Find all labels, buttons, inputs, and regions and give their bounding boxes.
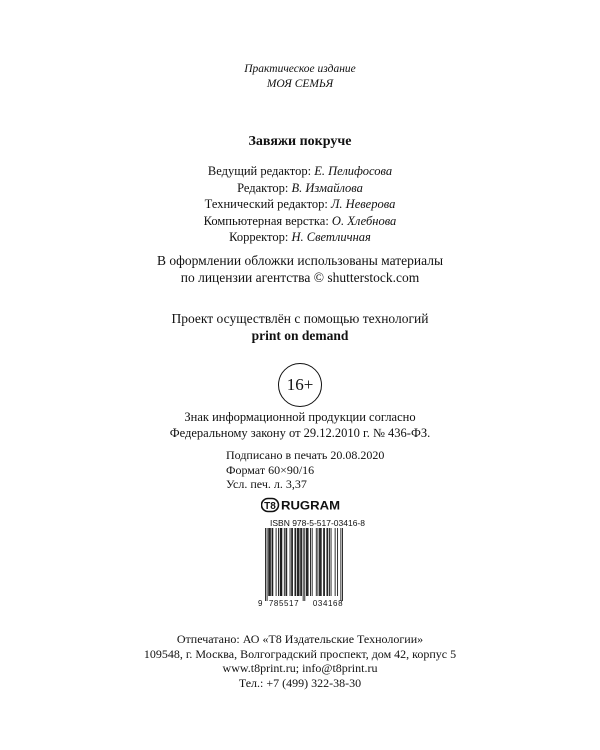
barcode-bar [270,528,271,596]
barcode-bar [335,528,336,596]
signed-date: Подписано в печать 20.08.2020 [226,448,385,462]
barcode-bar [308,528,309,596]
barcode-bar [317,528,318,596]
barcode-bar [303,528,304,601]
printed-sheets: Усл. печ. л. 3,37 [226,477,307,491]
credit-name: Е. Пелифосова [314,164,393,178]
credit-role: Компьютерная верстка: [203,213,329,228]
printer-phone: Тел.: +7 (499) 322-38-30 [238,675,362,690]
barcode-bar [290,528,291,596]
law-line: Федеральному закону от 29.12.2010 г. № 436-ФЗ. [169,425,431,440]
license-note [0,252,600,286]
credit-role: Технический редактор: [204,197,328,211]
barcode-bar [286,528,287,596]
svg-text:T8: T8 [264,501,276,512]
barcode-bar [331,528,332,596]
credit-name: В. Измайлова [291,180,363,195]
barcode-bar [295,528,296,596]
series-block [0,62,600,92]
barcode-bar [324,528,325,596]
barcode-bar [312,528,313,596]
barcode-bar [295,528,296,596]
barcode-first-digit: 9 [258,599,263,608]
barcode-left-group: 785517 [268,599,300,608]
project-technology: print on demand [251,328,349,343]
barcode-bar [304,528,305,601]
credit-role: Редактор: [237,180,289,195]
credit-name: О. Хлебнова [331,213,397,228]
book-title: Завяжи покруче [248,134,352,149]
license-line: по лицензии агентства © shutterstock.com [180,270,420,285]
credits-block [0,163,600,246]
barcode-bar [320,528,321,596]
barcode-bar [292,528,293,596]
barcode-bar [281,528,282,596]
barcode-bar [298,528,299,596]
barcode-bar [268,528,269,596]
barcode-bar [291,528,292,596]
project-note [0,310,600,344]
barcode-bar [300,528,301,596]
barcode-bar [278,528,279,596]
printer-info [0,632,600,690]
barcode-bar [265,528,266,601]
barcode-bar [307,528,308,596]
barcode-bar [301,528,302,596]
credit-name: Н. Светличная [291,230,371,244]
barcode-bar [319,528,320,596]
barcode-bar [272,528,273,596]
barcode-bar [316,528,317,596]
paper-format: Формат 60×90/16 [226,462,315,477]
credit-role: Корректор: [229,230,289,244]
age-rating-text: 16+ [286,375,314,394]
barcode-bar [327,528,328,596]
series-name: МОЯ СЕМЬЯ [266,78,334,90]
barcode-bar [323,528,324,596]
credit-line [0,196,600,213]
isbn-barcode [257,528,351,608]
barcode-bar [284,528,285,596]
barcode-bar [269,528,270,596]
svg-text:RUGRAM: RUGRAM [281,498,340,513]
credit-line [0,213,600,230]
barcode-bar [281,528,282,596]
credit-line [0,180,600,197]
barcode-bar [340,528,341,601]
law-line: Знак информационной продукции согласно [184,410,416,424]
age-rating-badge [278,363,322,407]
barcode-bar [321,528,322,596]
credit-role: Ведущий редактор: [207,164,312,178]
barcode-bar [297,528,298,596]
law-note [0,410,600,441]
printer-web: www.t8print.ru; info@t8print.ru [222,661,378,675]
barcode-bar [267,528,268,601]
barcode-bar [310,528,311,596]
barcode-bar [306,528,307,596]
credit-line [0,163,600,180]
barcode-bar [327,528,328,596]
project-line: Проект осуществлён с помощью технологий [171,311,429,326]
print-info [226,448,384,492]
barcode-right-group: 034168 [312,599,344,608]
printer-address: 109548, г. Москва, Волгоградский проспект, дом 42, корпус 5 [143,646,457,661]
barcode-bar [337,528,338,596]
printer-name: Отпечатано: АО «Т8 Издательские Технологии» [176,632,424,646]
credit-name: Л. Неверова [330,197,396,211]
license-line: В оформлении обложки использованы материалы [156,253,444,268]
barcode-bar [299,528,300,596]
barcode-bar [342,528,343,601]
barcode-bar [276,528,277,596]
barcode-bar [329,528,330,596]
isbn-label: ISBN 978-5-517-03416-8 [270,518,365,528]
barcode-bar [286,528,287,596]
credit-line [0,229,600,246]
barcode-bar [280,528,281,596]
series-label: Практическое издание [244,63,356,75]
barcode-bar [272,528,273,596]
publisher-logo [261,497,341,513]
